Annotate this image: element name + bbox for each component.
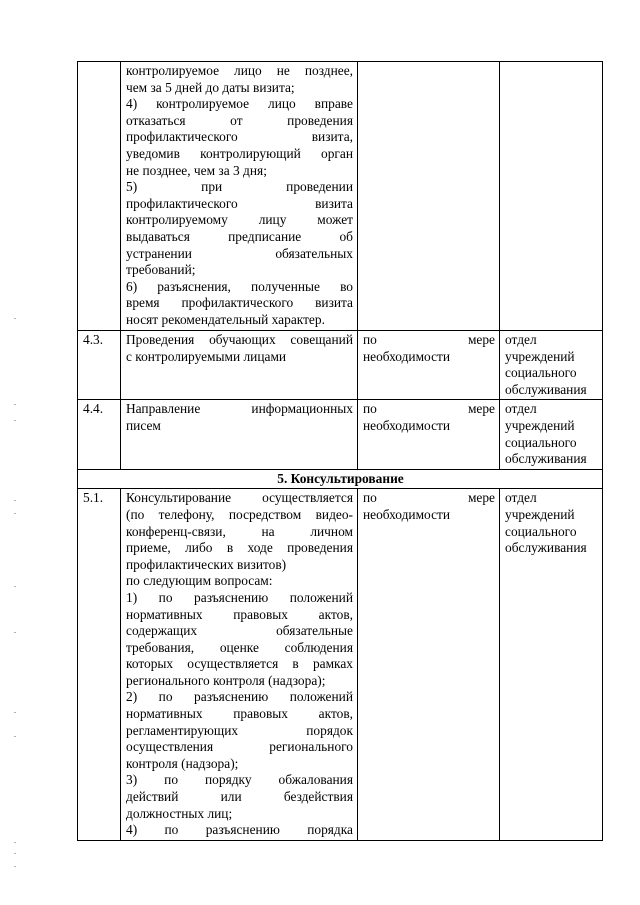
table-row (78, 62, 603, 331)
scan-margin-marks (14, 0, 17, 905)
frequency-cell: по мере необходимости (358, 489, 500, 840)
row-number-cell (78, 62, 121, 331)
table-row (78, 400, 603, 469)
responsible-cell: отдел учреждений социального обслуживания (500, 331, 603, 400)
section-header-row (78, 469, 603, 489)
measure-description-cell: контролируемое лицо не позднее, чем за 5 дней до даты визита; 4) контролируемое лицо вправе отказаться от проведения профилактического визита, уведомив контролирующий орган не позднее, чем за 3 дня; 5) при проведении профилактического визита контролируемому лицу может выдаваться предписание об устранении обязательных требований; 6) разъяснения, полученные во время профилактического визита носят рекомендательный характер. (121, 62, 358, 331)
responsible-cell: отдел учреждений социального обслуживания (500, 400, 603, 469)
frequency-cell: по мере необходимости (358, 331, 500, 400)
responsible-cell: отдел учреждений социального обслуживания (500, 489, 603, 840)
frequency-cell: по мере необходимости (358, 400, 500, 469)
row-number-cell: 4.4. (78, 400, 121, 469)
row-number-cell: 5.1. (78, 489, 121, 840)
measure-description-cell: Проведения обучающих совещаний с контролируемыми лицами (121, 331, 358, 400)
measure-description-cell: Направление информационных писем (121, 400, 358, 469)
frequency-cell (358, 62, 500, 331)
table-row (78, 489, 603, 840)
section-title: 5. Консультирование (78, 469, 603, 489)
measures-table (77, 61, 603, 841)
table-row (78, 331, 603, 400)
row-number-cell: 4.3. (78, 331, 121, 400)
measure-description-cell: Консультирование осуществляется (по телефону, посредством видео- конференц-связи, на личном приеме, либо в ходе проведения профилактических визитов) по следующим вопросам: 1) по разъяснению положений нормативных правовых актов, содержащих обязательные требования, оценке соблюдения которых осуществляется в рамках регионального контроля (надзора); 2) по разъяснению положений нормативных правовых актов, регламентирующих порядок осуществления регионального контроля (надзора); 3) по порядку обжалования действий или бездействия должностных лиц; 4) по разъяснению порядка (121, 489, 358, 840)
responsible-cell (500, 62, 603, 331)
